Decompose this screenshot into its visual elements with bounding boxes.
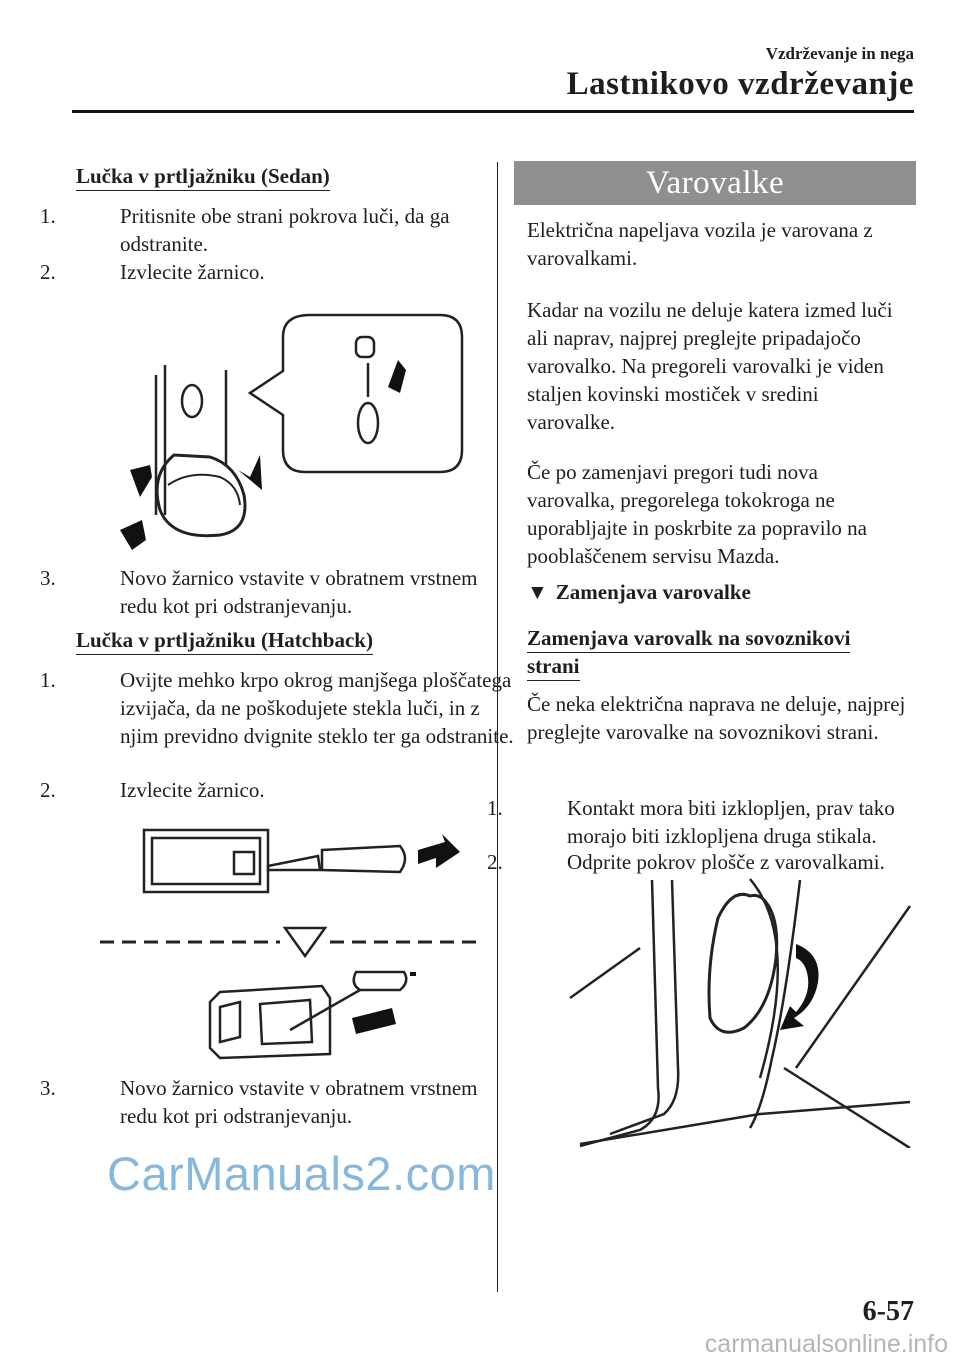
fuse-panel-cover-illustration (560, 878, 920, 1148)
replace-fuse-section-title: ▼ Zamenjava varovalke (527, 580, 751, 604)
sedan-step-2: 2. Izvlecite žarnico. (40, 260, 265, 284)
fuse-step-1: 1. Kontakt mora biti izklopljen, prav tako morajo biti izklopljena druga stikala. (487, 796, 895, 848)
fuses-intro: Električna napeljava vozila je varovana z varovalkami. (527, 218, 873, 270)
sedan-lamp-illustration (110, 305, 470, 555)
watermark-text: CarManuals2.com (107, 1147, 496, 1200)
header-rule (72, 110, 914, 113)
sedan-heading: Lučka v prtljažniku (Sedan) (76, 162, 330, 190)
passenger-fuses-paragraph: Če neka električna naprava ne deluje, najprej preglejte varovalke na sovoznikovi strani. (527, 692, 906, 744)
running-header-section: Vzdrževanje in nega (765, 44, 914, 63)
footer-url: carmanualsonline.info (704, 1330, 948, 1358)
hatchback-step-3: 3. Novo žarnico vstavite v obratnem vrstnem redu kot pri odstranjevanju. (40, 1076, 478, 1128)
hatchback-lamp-illustration (100, 822, 480, 1072)
sedan-step-3: 3. Novo žarnico vstavite v obratnem vrstnem redu kot pri odstranjevanju. (40, 566, 478, 618)
sedan-step-1: 1. Pritisnite obe strani pokrova luči, da ga odstranite. (40, 204, 450, 256)
fuse-step-2: 2. Odprite pokrov plošče z varovalkami. (487, 850, 885, 874)
passenger-fuses-subheading: Zamenjava varovalk na sovoznikovi strani (527, 624, 887, 680)
fuses-check-paragraph: Kadar na vozilu ne deluje katera izmed luči ali naprav, najprej preglejte pripadajočo varovalko. Na pregoreli varovalki je viden staljen kovinski mostiček v sredini varovalke. (527, 298, 893, 434)
hatchback-heading: Lučka v prtljažniku (Hatchback) (76, 626, 373, 654)
running-header-title: Lastnikovo vzdrževanje (566, 66, 914, 102)
section-triangle-icon: ▼ (527, 580, 548, 604)
page-number: 6-57 (862, 1296, 914, 1327)
fuses-banner: Varovalke (514, 161, 916, 205)
hatchback-step-2: 2. Izvlecite žarnico. (40, 778, 265, 802)
fuses-blown-paragraph: Če po zamenjavi pregori tudi nova varovalka, pregorelega tokokroga ne uporabljajte in poskrbite za popravilo na pooblaščenem servisu Mazda. (527, 460, 867, 568)
hatchback-step-1: 1. Ovijte mehko krpo okrog manjšega ploščatega izvijača, da ne poškodujete stekla luči, in z njim previdno dvignite steklo ter ga odstranite. (40, 668, 514, 748)
